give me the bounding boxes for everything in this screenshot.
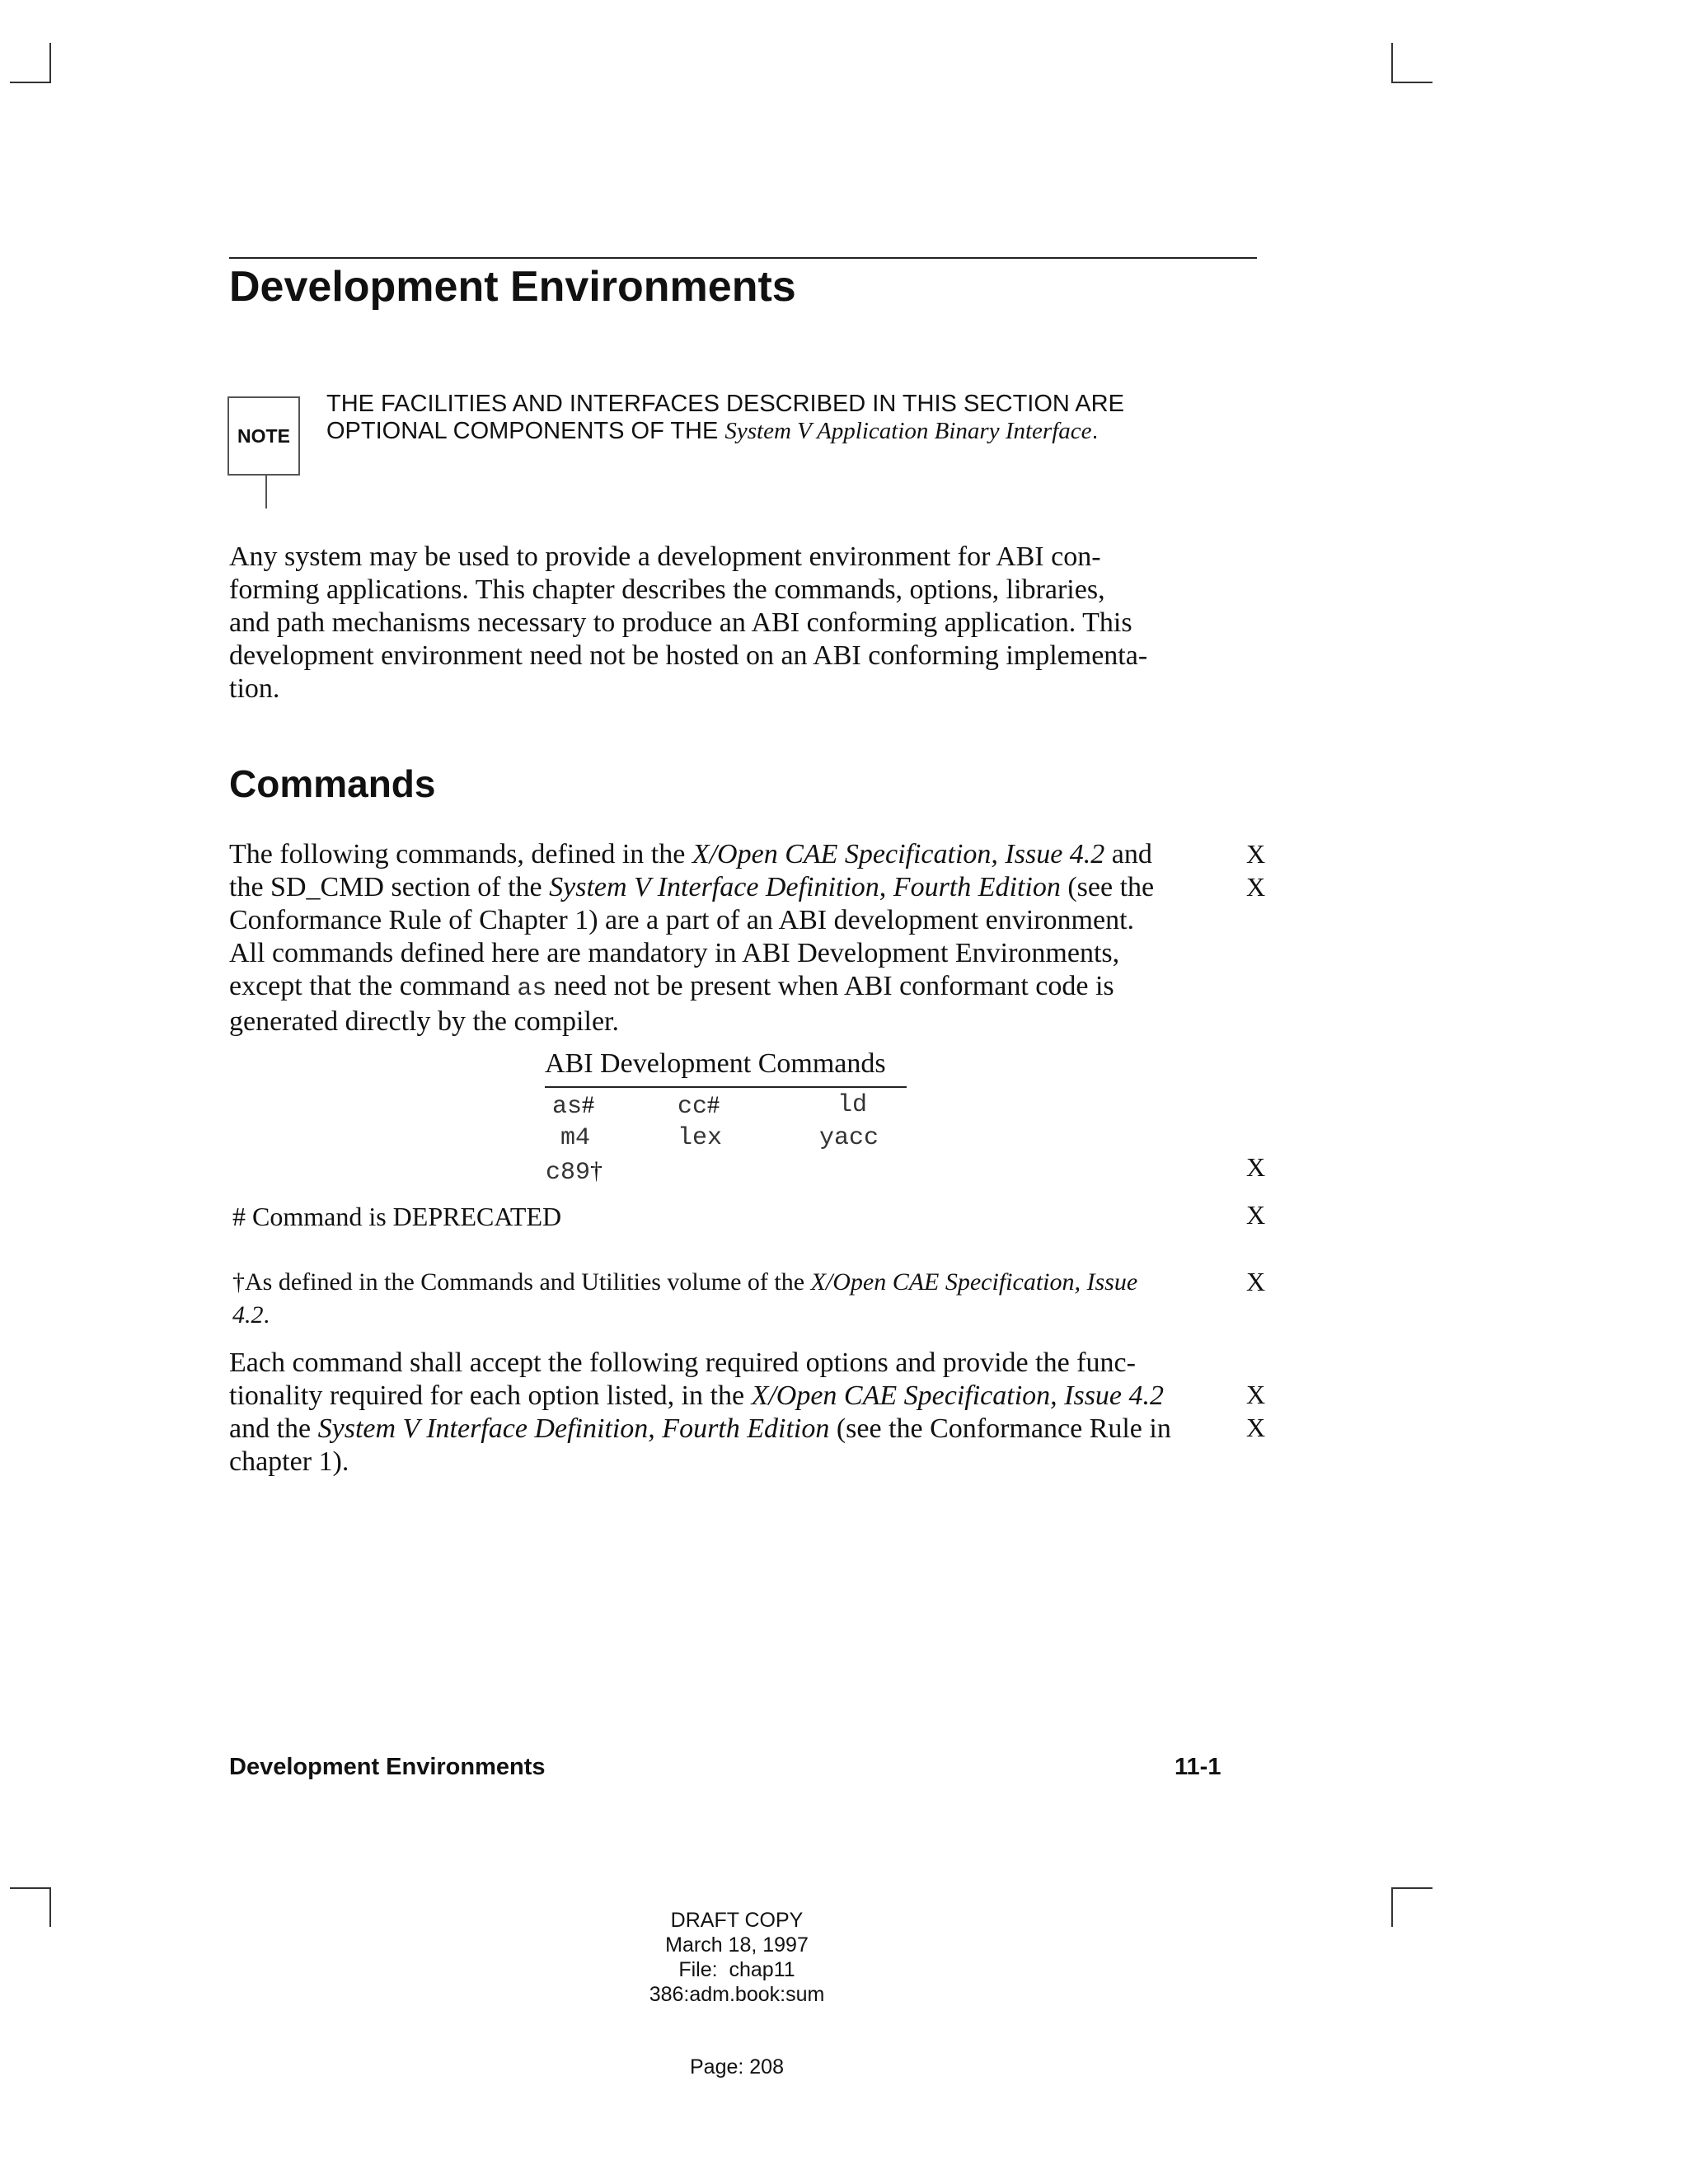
footnote-line: 4.2. [232,1301,270,1329]
commands-paragraph [229,838,1154,1038]
footnote-line: †As defined in the Commands and Utilities volume of the X/Open CAE Specification, Issue [232,1268,1138,1296]
page-number: 11-1 [1175,1754,1221,1780]
crop-mark-bottom-left [10,1887,51,1889]
table-cell: c89† [546,1157,603,1187]
paragraph-line: Conformance Rule of Chapter 1) are a part of an ABI development environment. [229,905,1135,935]
deprecated-note: # Command is DEPRECATED [232,1202,562,1231]
draft-file: File: chap11 [678,1958,795,1981]
crop-mark-top-right [1391,43,1393,82]
note-text [326,391,1124,445]
paragraph-line: chapter 1). [229,1446,349,1477]
crop-mark-top-left [10,82,51,83]
crop-mark-top-right [1391,82,1432,83]
paragraph-line: All commands defined here are mandatory in ABI Development Environments, [229,938,1120,968]
paragraph-line: Each command shall accept the following required options and provide the func- [229,1347,1136,1378]
table-cell: cc# [678,1091,720,1121]
paragraph-line: generated directly by the compiler. [229,1006,619,1037]
table-caption: ABI Development Commands [545,1048,886,1079]
table-cell: lex [678,1124,723,1152]
note-line-1: THE FACILITIES AND INTERFACES DESCRIBED IN THIS SECTION ARE [326,391,1124,417]
table-cell: ld [837,1091,868,1119]
paragraph-line: the SD_CMD section of the System V Interface Definition, Fourth Edition (see the [229,872,1155,902]
change-mark: X [1246,839,1266,869]
change-mark: X [1246,1200,1266,1230]
change-mark: X [1246,1267,1266,1296]
note-label: NOTE [227,396,300,476]
crop-mark-top-left [49,43,51,82]
paragraph-line: The following commands, defined in the X/Open CAE Specification, Issue 4.2 and [229,839,1152,869]
paragraph-line: tionality required for each option listed, in the X/Open CAE Specification, Issue 4.2 [229,1380,1165,1411]
intro-line: Any system may be used to provide a development environment for ABI con- [229,541,1101,572]
paragraph-line: and the System V Interface Definition, Fourth Edition (see the Conformance Rule in [229,1413,1171,1444]
change-mark: X [1246,872,1266,902]
draft-page: Page: 208 [690,2055,784,2079]
intro-paragraph [229,541,1147,705]
draft-date: March 18, 1997 [665,1933,809,1957]
change-mark: X [1246,1380,1266,1409]
intro-line: tion. [229,673,280,704]
crop-mark-bottom-left [49,1887,51,1927]
draft-label: DRAFT COPY [670,1909,804,1932]
chapter-title: Development Environments [229,263,796,311]
table-cell: yacc [819,1124,879,1152]
change-mark: X [1246,1152,1266,1182]
running-footer-title: Development Environments [229,1754,546,1780]
intro-line: forming applications. This chapter describes the commands, options, libraries, [229,574,1105,605]
chapter-title-rule [229,257,1257,259]
paragraph-line: except that the command as need not be present when ABI conformant code is [229,971,1114,1003]
footnote [232,1266,1137,1332]
table-cell: m4 [560,1124,591,1152]
table-cell: as# [552,1091,595,1121]
intro-line: and path mechanisms necessary to produce an ABI conforming application. This [229,607,1132,638]
note-line-2: OPTIONAL COMPONENTS OF THE System V Application Binary Interface. [326,418,1099,444]
change-mark: X [1246,1413,1266,1442]
options-paragraph [229,1347,1171,1479]
intro-line: development environment need not be hosted on an ABI conforming implementa- [229,640,1148,671]
crop-mark-bottom-right [1391,1887,1393,1927]
section-title: Commands [229,762,436,805]
note-tick [265,476,267,509]
table-caption-rule [545,1086,907,1088]
draft-book: 386:adm.book:sum [649,1983,825,2006]
crop-mark-bottom-right [1391,1887,1432,1889]
